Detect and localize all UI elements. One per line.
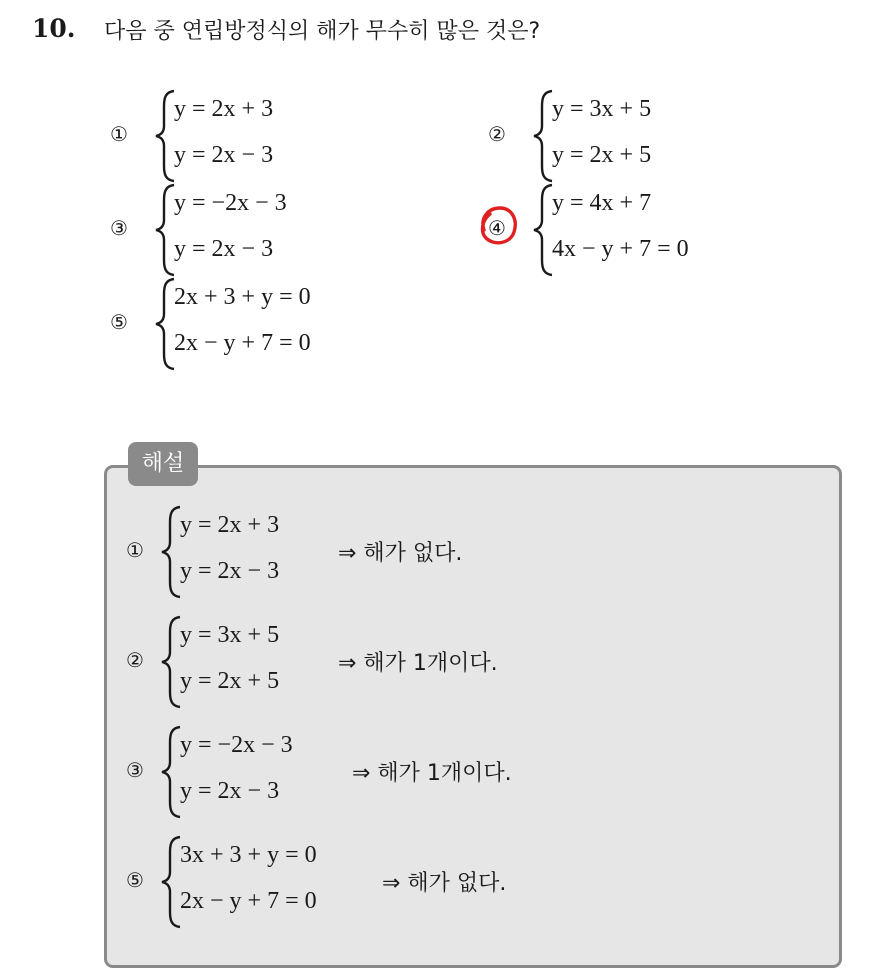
choice-marker: ⑤ [110, 310, 128, 334]
equation-1: y = −2x − 3 [180, 732, 293, 758]
left-brace-icon [160, 724, 182, 820]
choice-marker: ③ [110, 216, 128, 240]
solution-marker: ② [126, 648, 144, 672]
solution-label: 해설 [128, 442, 198, 486]
choice-marker: ① [110, 122, 128, 146]
choice-marker: ② [488, 122, 506, 146]
equation-2: y = 2x − 3 [174, 142, 274, 168]
solution-result: ⇒ 해가 없다. [338, 541, 463, 566]
question-number: 10. [32, 14, 76, 43]
question-text: 다음 중 연립방정식의 해가 무수히 많은 것은? [104, 19, 541, 44]
equation-1: y = −2x − 3 [174, 190, 287, 216]
equation-1: y = 4x + 7 [552, 190, 652, 216]
left-brace-icon [160, 504, 182, 600]
solution-marker: ⑤ [126, 868, 144, 892]
solution-result: ⇒ 해가 1개이다. [338, 651, 498, 676]
equation-1: y = 3x + 5 [552, 96, 652, 122]
solution-marker: ③ [126, 758, 144, 782]
left-brace-icon [154, 182, 176, 278]
equation-1: 2x + 3 + y = 0 [174, 284, 311, 310]
equation-2: y = 2x + 5 [180, 668, 280, 694]
left-brace-icon [160, 834, 182, 930]
solution-result: ⇒ 해가 없다. [382, 871, 507, 896]
equation-2: y = 2x + 5 [552, 142, 652, 168]
equation-1: y = 3x + 5 [180, 622, 280, 648]
equation-2: 4x − y + 7 = 0 [552, 236, 689, 262]
solution-marker: ① [126, 538, 144, 562]
equation-2: y = 2x − 3 [180, 778, 280, 804]
equation-1: y = 2x + 3 [180, 512, 280, 538]
equation-2: 2x − y + 7 = 0 [174, 330, 311, 356]
choice-marker: ④ [488, 216, 506, 240]
equation-2: 2x − y + 7 = 0 [180, 888, 317, 914]
equation-2: y = 2x − 3 [180, 558, 280, 584]
equation-2: y = 2x − 3 [174, 236, 274, 262]
equation-1: y = 2x + 3 [174, 96, 274, 122]
left-brace-icon [154, 88, 176, 184]
left-brace-icon [154, 276, 176, 372]
left-brace-icon [532, 88, 554, 184]
equation-1: 3x + 3 + y = 0 [180, 842, 317, 868]
solution-result: ⇒ 해가 1개이다. [352, 761, 512, 786]
left-brace-icon [532, 182, 554, 278]
left-brace-icon [160, 614, 182, 710]
